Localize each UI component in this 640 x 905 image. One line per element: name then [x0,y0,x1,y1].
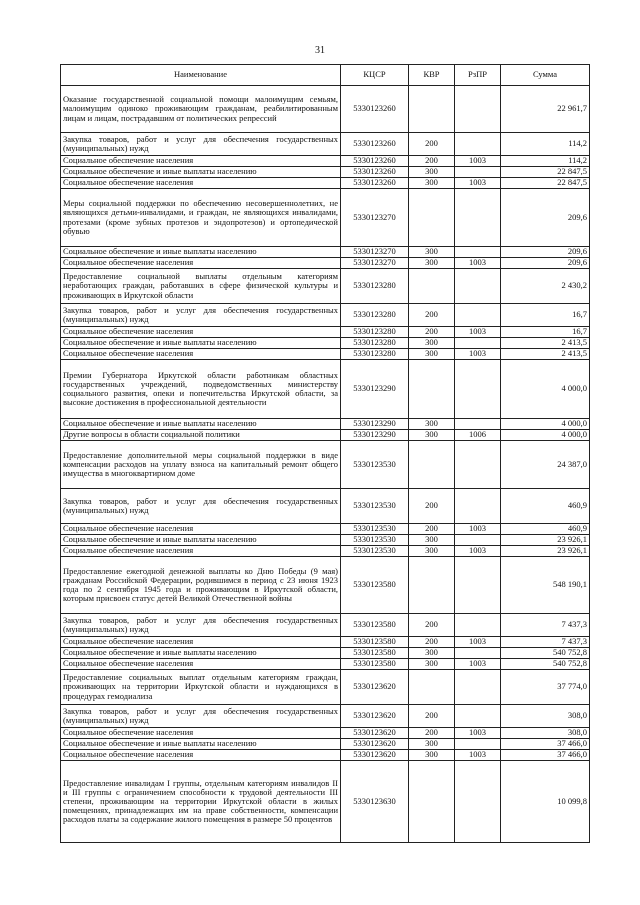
cell-kvr: 200 [409,133,455,156]
cell-sum: 10 099,8 [501,761,590,843]
cell-name: Социальное обеспечение населения [61,327,341,338]
table-row [61,761,590,843]
cell-code: 5330123280 [341,338,409,349]
cell-rzpr [455,739,501,750]
cell-kvr: 200 [409,524,455,535]
cell-kvr: 300 [409,739,455,750]
cell-rzpr: 1003 [455,750,501,761]
table-row [61,614,590,637]
cell-name: Другие вопросы в области социальной политики [61,430,341,441]
cell-kvr: 300 [409,338,455,349]
cell-kvr: 200 [409,156,455,167]
cell-name: Социальное обеспечение и иные выплаты населению [61,535,341,546]
cell-code: 5330123630 [341,761,409,843]
table-body [61,86,590,843]
cell-rzpr [455,86,501,133]
cell-name: Меры социальной поддержки по обеспечению несовершеннолетних, не являющихся детьми-инвалидами, и граждан, не являющихся инвалидами, протезами (кроме зубных протезов и эндопротезов) и ортопедической обувью [61,189,341,247]
cell-kvr: 300 [409,419,455,430]
cell-rzpr [455,189,501,247]
cell-sum: 22 847,5 [501,167,590,178]
cell-kvr [409,761,455,843]
cell-code: 5330123260 [341,133,409,156]
cell-kvr [409,269,455,304]
cell-rzpr [455,247,501,258]
cell-name: Закупка товаров, работ и услуг для обеспечения государственных (муниципальных) нужд [61,489,341,524]
cell-name: Социальное обеспечение населения [61,637,341,648]
cell-name: Предоставление социальной выплаты отдельным категориям неработающих граждан, работавших в сфере физической культуры и проживающих в Иркутской области [61,269,341,304]
cell-sum: 548 190,1 [501,557,590,614]
cell-sum: 4 000,0 [501,419,590,430]
cell-code: 5330123530 [341,535,409,546]
cell-rzpr: 1003 [455,728,501,739]
cell-code: 5330123290 [341,360,409,419]
table-row [61,133,590,156]
cell-rzpr [455,557,501,614]
table-row [61,156,590,167]
cell-rzpr: 1003 [455,524,501,535]
table-row [61,670,590,705]
cell-name: Социальное обеспечение населения [61,258,341,269]
cell-code: 5330123530 [341,441,409,489]
cell-rzpr [455,441,501,489]
cell-code: 5330123260 [341,156,409,167]
cell-code: 5330123260 [341,167,409,178]
cell-code: 5330123530 [341,546,409,557]
cell-code: 5330123270 [341,189,409,247]
table-row [61,189,590,247]
cell-code: 5330123270 [341,258,409,269]
table-row [61,524,590,535]
table-row [61,304,590,327]
cell-rzpr [455,670,501,705]
cell-code: 5330123290 [341,419,409,430]
table-row [61,705,590,728]
cell-sum: 540 752,8 [501,659,590,670]
cell-sum: 2 413,5 [501,338,590,349]
table-row [61,637,590,648]
cell-name: Социальное обеспечение населения [61,524,341,535]
cell-sum: 37 466,0 [501,750,590,761]
cell-name: Социальное обеспечение и иные выплаты населению [61,419,341,430]
cell-name: Социальное обеспечение и иные выплаты населению [61,247,341,258]
table-row [61,430,590,441]
cell-kvr: 300 [409,750,455,761]
cell-name: Социальное обеспечение населения [61,750,341,761]
table-row [61,419,590,430]
cell-rzpr: 1003 [455,349,501,360]
cell-kvr: 300 [409,258,455,269]
cell-sum: 209,6 [501,258,590,269]
header-rzpr: РзПР [455,65,501,86]
table-row [61,546,590,557]
budget-table [60,64,590,843]
table-row [61,535,590,546]
cell-sum: 2 430,2 [501,269,590,304]
cell-rzpr [455,761,501,843]
cell-code: 5330123620 [341,728,409,739]
table-row [61,489,590,524]
cell-kvr: 200 [409,614,455,637]
cell-rzpr [455,705,501,728]
cell-code: 5330123530 [341,489,409,524]
table-row [61,557,590,614]
cell-sum: 114,2 [501,133,590,156]
cell-sum: 540 752,8 [501,648,590,659]
cell-kvr: 200 [409,304,455,327]
cell-kvr: 200 [409,489,455,524]
cell-kvr: 300 [409,648,455,659]
cell-kvr: 300 [409,178,455,189]
cell-name: Социальное обеспечение и иные выплаты населению [61,167,341,178]
cell-rzpr [455,648,501,659]
page-number: 31 [315,45,325,56]
cell-rzpr [455,167,501,178]
cell-code: 5330123270 [341,247,409,258]
cell-code: 5330123620 [341,670,409,705]
cell-name: Социальное обеспечение и иные выплаты населению [61,648,341,659]
cell-sum: 4 000,0 [501,360,590,419]
cell-kvr: 200 [409,705,455,728]
cell-sum: 37 466,0 [501,739,590,750]
table-row [61,441,590,489]
cell-sum: 22 847,5 [501,178,590,189]
cell-rzpr: 1003 [455,156,501,167]
cell-name: Социальное обеспечение и иные выплаты населению [61,338,341,349]
table-row [61,338,590,349]
cell-rzpr: 1003 [455,637,501,648]
cell-name: Социальное обеспечение населения [61,659,341,670]
cell-name: Социальное обеспечение населения [61,178,341,189]
cell-name: Премии Губернатора Иркутской области работникам областных государственных учреждений, подведомственных министерству социального развития, опеки и попечительства Иркутской области, за высокие достижения в профессиональной деятельности [61,360,341,419]
cell-sum: 7 437,3 [501,637,590,648]
table-row [61,739,590,750]
cell-kvr [409,441,455,489]
cell-rzpr [455,419,501,430]
cell-code: 5330123280 [341,304,409,327]
cell-name: Социальное обеспечение и иные выплаты населению [61,739,341,750]
table-header-row [61,65,590,86]
header-code: КЦСР [341,65,409,86]
cell-sum: 460,9 [501,489,590,524]
table-row [61,659,590,670]
table-row [61,178,590,189]
cell-sum: 308,0 [501,705,590,728]
cell-rzpr: 1003 [455,546,501,557]
cell-code: 5330123580 [341,659,409,670]
table-row [61,167,590,178]
cell-sum: 4 000,0 [501,430,590,441]
cell-rzpr: 1003 [455,258,501,269]
cell-code: 5330123580 [341,557,409,614]
cell-code: 5330123580 [341,614,409,637]
header-kvr: КВР [409,65,455,86]
cell-kvr: 300 [409,247,455,258]
cell-rzpr [455,489,501,524]
cell-sum: 16,7 [501,304,590,327]
cell-code: 5330123280 [341,349,409,360]
table-row [61,86,590,133]
cell-rzpr: 1003 [455,178,501,189]
table-row [61,327,590,338]
cell-kvr: 300 [409,349,455,360]
table-row [61,258,590,269]
cell-name: Предоставление социальных выплат отдельным категориям граждан, проживающих на территории Иркутской области и нуждающихся в процедурах гемодиализа [61,670,341,705]
cell-sum: 2 413,5 [501,349,590,360]
cell-name: Оказание государственной социальной помощи малоимущим семьям, малоимущим одиноко проживающим гражданам, реабилитированным лицам и лицам, пострадавшим от политических репрессий [61,86,341,133]
cell-rzpr [455,360,501,419]
cell-code: 5330123580 [341,648,409,659]
cell-kvr: 200 [409,728,455,739]
cell-sum: 24 387,0 [501,441,590,489]
cell-name: Закупка товаров, работ и услуг для обеспечения государственных (муниципальных) нужд [61,133,341,156]
cell-name: Закупка товаров, работ и услуг для обеспечения государственных (муниципальных) нужд [61,614,341,637]
table-row [61,247,590,258]
cell-rzpr [455,614,501,637]
cell-rzpr [455,535,501,546]
cell-name: Социальное обеспечение населения [61,546,341,557]
cell-code: 5330123530 [341,524,409,535]
cell-sum: 308,0 [501,728,590,739]
cell-sum: 16,7 [501,327,590,338]
cell-kvr: 300 [409,535,455,546]
cell-name: Закупка товаров, работ и услуг для обеспечения государственных (муниципальных) нужд [61,304,341,327]
cell-rzpr: 1003 [455,327,501,338]
cell-sum: 460,9 [501,524,590,535]
cell-name: Предоставление дополнительной меры социальной поддержки в виде компенсации расходов на уплату взноса на капитальный ремонт общего имущества в многоквартирном доме [61,441,341,489]
cell-name: Социальное обеспечение населения [61,156,341,167]
cell-rzpr [455,269,501,304]
cell-sum: 23 926,1 [501,535,590,546]
cell-sum: 114,2 [501,156,590,167]
cell-sum: 23 926,1 [501,546,590,557]
cell-kvr: 300 [409,659,455,670]
table-row [61,360,590,419]
cell-name: Предоставление инвалидам I группы, отдельным категориям инвалидов II и III группы с ограничением способности к трудовой деятельности III степени, проживающим на территории Иркутской области в жилых помещениях, принадлежащих им на праве собственности, компенсации расходов платы за содержание жилого помещения в размере 50 процентов [61,761,341,843]
cell-rzpr [455,133,501,156]
cell-sum: 37 774,0 [501,670,590,705]
cell-kvr: 200 [409,327,455,338]
cell-kvr: 300 [409,430,455,441]
cell-code: 5330123290 [341,430,409,441]
cell-code: 5330123620 [341,739,409,750]
header-sum: Сумма [501,65,590,86]
cell-kvr: 200 [409,637,455,648]
cell-rzpr [455,338,501,349]
table-row [61,349,590,360]
cell-code: 5330123620 [341,705,409,728]
cell-name: Социальное обеспечение населения [61,349,341,360]
cell-kvr [409,86,455,133]
table-row [61,728,590,739]
table-row [61,269,590,304]
cell-sum: 22 961,7 [501,86,590,133]
cell-code: 5330123580 [341,637,409,648]
cell-code: 5330123280 [341,269,409,304]
cell-sum: 209,6 [501,189,590,247]
table-row [61,648,590,659]
cell-code: 5330123260 [341,86,409,133]
cell-kvr [409,557,455,614]
cell-code: 5330123260 [341,178,409,189]
cell-rzpr: 1006 [455,430,501,441]
cell-sum: 209,6 [501,247,590,258]
cell-sum: 7 437,3 [501,614,590,637]
cell-kvr [409,670,455,705]
cell-code: 5330123620 [341,750,409,761]
table-row [61,750,590,761]
cell-name: Предоставление ежегодной денежной выплаты ко Дню Победы (9 мая) гражданам Российской Федерации, родившимся в период с 23 июня 1923 года по 2 сентября 1945 года и проживающим в Иркутской области, которым присвоен статус детей Великой Отечественной войны [61,557,341,614]
header-name: Наименование [61,65,341,86]
cell-code: 5330123280 [341,327,409,338]
cell-kvr: 300 [409,167,455,178]
cell-kvr: 300 [409,546,455,557]
cell-rzpr [455,304,501,327]
cell-name: Социальное обеспечение населения [61,728,341,739]
cell-kvr [409,360,455,419]
cell-kvr [409,189,455,247]
cell-rzpr: 1003 [455,659,501,670]
cell-name: Закупка товаров, работ и услуг для обеспечения государственных (муниципальных) нужд [61,705,341,728]
